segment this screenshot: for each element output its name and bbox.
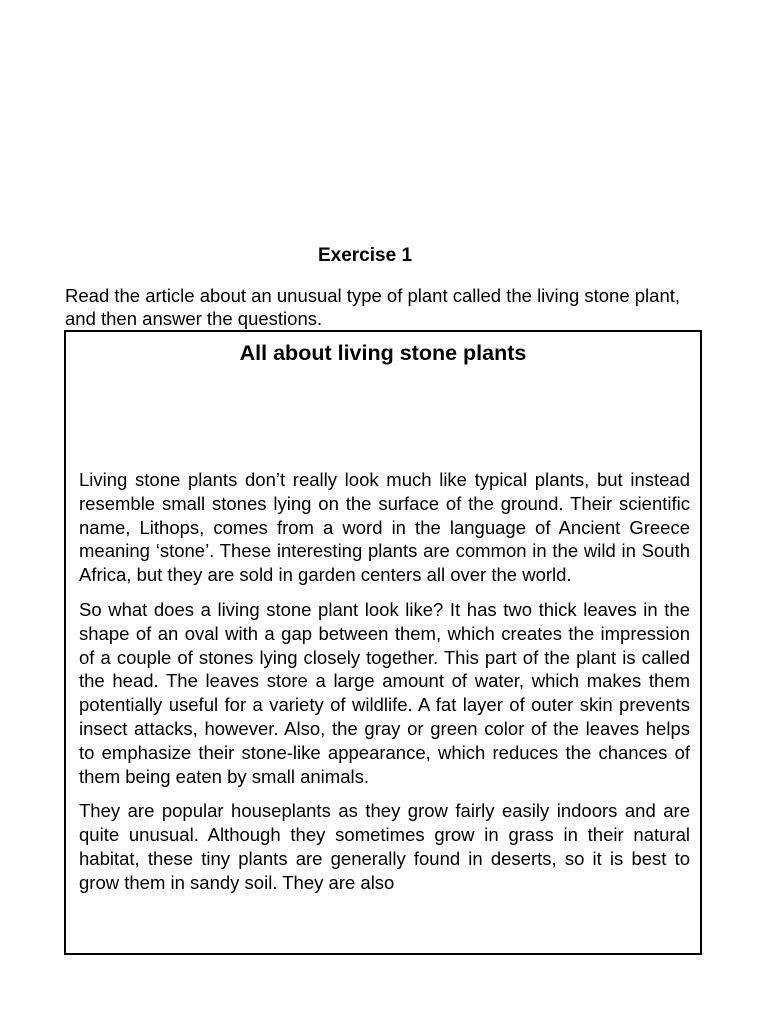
article-title: All about living stone plants: [239, 341, 527, 365]
article-body: [79, 468, 690, 906]
exercise-title: Exercise 1: [317, 245, 413, 266]
article-box: [64, 330, 702, 955]
exercise-instructions: Read the article about an unusual type of plant called the living stone plant, and then answer the questions.: [65, 285, 681, 329]
article-paragraph: Living stone plants don’t really look much like typical plants, but instead resemble small stones lying on the surface of the ground. Their scientific name, Lithops, comes from a word in the language of Ancient Greece meaning ‘stone’. These interesting plants are common in the wild in South Africa, but they are sold in garden centers all over the world.: [79, 469, 690, 586]
article-paragraph: They are popular houseplants as they grow fairly easily indoors and are quite unusual. Although they sometimes grow in grass in their natural habitat, these tiny plants are generally found in deserts, so it is best to grow them in sandy soil. They are also: [79, 800, 690, 893]
article-paragraph: So what does a living stone plant look like? It has two thick leaves in the shape of an oval with a gap between them, which creates the impression of a couple of stones lying closely together. This part of the plant is called the head. The leaves store a large amount of water, which makes them potentially useful for a variety of wildlife. A fat layer of outer skin prevents insect attacks, however. Also, the gray or green color of the leaves helps to emphasize their stone-like appearance, which reduces the chances of them being eaten by small animals.: [79, 598, 690, 787]
